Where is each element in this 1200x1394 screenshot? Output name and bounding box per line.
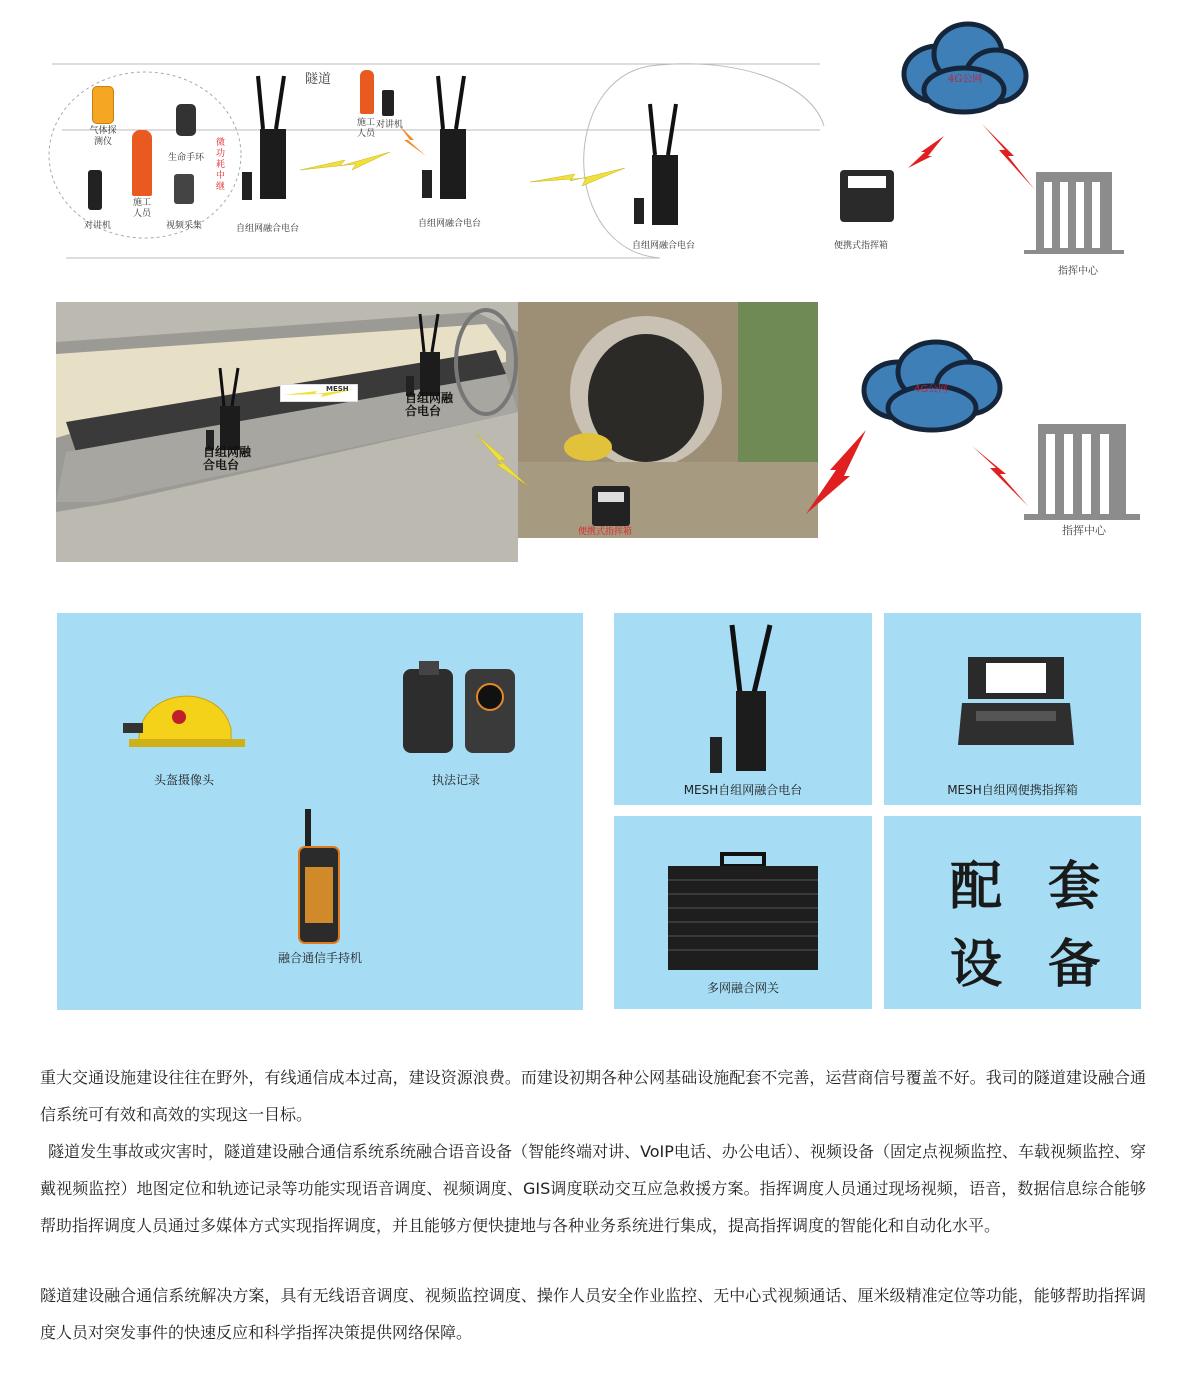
panel-wearables [57,613,583,1010]
panel-gateway [614,816,872,1009]
building-icon [1024,172,1124,254]
matching-title-line2: 设 备 [950,935,1115,995]
panel-mesh-box [884,613,1141,805]
walkie-mid-label: 对讲机 [376,120,404,130]
mesh-station-icon-1 [236,74,296,204]
mesh-station-icon-2 [416,74,476,204]
helmet-camera-label: 头盔摄像头 [153,773,214,787]
gas-detector-label: 气体探测仪 [89,126,117,147]
law-recorder-label: 执法记录 [431,773,480,787]
portable-box-mid-label: 便携式指挥箱 [578,527,633,537]
station-a-label: 自组网融合电台 [203,445,252,472]
gateway-product-icon [658,852,828,972]
worker-icon [132,130,152,196]
mesh-station-label-2: 自组网融合电台 [418,219,482,229]
handheld-icon [295,807,345,947]
portable-box-label: 便携式指挥箱 [834,241,889,251]
gateway-product-label: 多网融合网关 [706,981,779,995]
matching-title-line1: 配 套 [950,857,1115,917]
command-center-label: 指挥中心 [1058,266,1098,277]
station-b-label: 自组网融合电台 [405,391,454,418]
mesh-box-product-label: MESH自组网便携指挥箱 [947,783,1078,797]
law-recorder-icon [401,657,521,757]
panel-matching [884,816,1141,1009]
video-capture-icon [174,174,194,204]
mesh-station-product-icon [704,623,784,773]
mesh-station-label-3: 自组网融合电台 [632,241,696,251]
public-net-mid-label: 4G公网 [914,384,949,395]
micro-power-label: 微功耗中继 [216,138,226,192]
tunnel-label: 隧道 [305,72,332,87]
walkie-mid-icon [382,90,394,116]
command-center-mid-label: 指挥中心 [1062,524,1106,537]
site-photo [518,302,818,538]
mesh-station-icon-3 [628,100,688,230]
video-capture-label: 视频采集 [166,221,203,231]
portable-box-screen [848,176,886,188]
life-bracelet-label: 生命手环 [168,153,205,163]
worker-mid-icon [360,70,374,114]
lightning-yellow-mid [472,430,532,490]
paragraph-3: 隧道建设融合通信系统解决方案，具有无线语音调度、视频监控调度、操作人员安全作业监控、无中心式视频通话、厘米级精准定位等功能，能够帮助指挥调度人员对突发事件的快速反应和科学指挥决策提供网络保障。 [40,1286,1146,1342]
lightning-yellow-1 [300,152,390,170]
mesh-station-product-label: MESH自组网融合电台 [683,783,803,797]
bracelet-icon [176,104,196,136]
site-photo-drawing [518,302,818,538]
mesh-station-icon-a [200,366,250,456]
mesh-tag-label: MESH [326,385,349,393]
lightning-yellow-2 [530,168,625,186]
walkie-talkie-icon [88,170,102,210]
panel-mesh-station [614,613,872,805]
mesh-box-product-icon [956,653,1076,753]
mesh-station-label-1: 自组网融合电台 [236,224,300,234]
handheld-label: 融合通信手持机 [277,951,362,965]
construction-worker-label: 施工人员 [132,198,151,219]
worker-mid-label: 施工人员 [356,118,375,139]
walkie-talkie-label: 对讲机 [84,221,112,231]
helmet-camera-icon [119,669,249,759]
mesh-station-icon-b [400,312,450,402]
paragraph-1: 重大交通设施建设往往在野外，有线通信成本过高，建设资源浪费。而建设初期各种公网基础设施配套不完善，运营商信号覆盖不好。我司的隧道建设融合通信系统可有效和高效的实现这一目标。 [40,1068,1146,1124]
lightning-red-1 [908,136,944,168]
diagram-top [0,0,1200,290]
gas-detector-icon [92,86,114,124]
paragraph-2: 隧道发生事故或灾害时，隧道建设融合通信系统系统融合语音设备（智能终端对讲、VoIP电话、办公电话）、视频设备（固定点视频监控、车载视频监控、穿戴视频监控）地图定位和轨迹记录等功能实现语音调度、视频调度、GIS调度联动交互应急救援方案。指挥调度人员通过现场视频，语音，数据信息综合能够帮助指挥调度人员通过多媒体方式实现指挥调度，并且能够方便快捷地与各种业务系统进行集成，提高指挥调度的智能化和自动化水平。 [40,1142,1146,1235]
building-mid-icon [1024,424,1140,520]
public-net-label: 4G公网 [948,74,983,85]
diagram-mid [0,290,1200,580]
cloud-icon [898,14,1032,124]
